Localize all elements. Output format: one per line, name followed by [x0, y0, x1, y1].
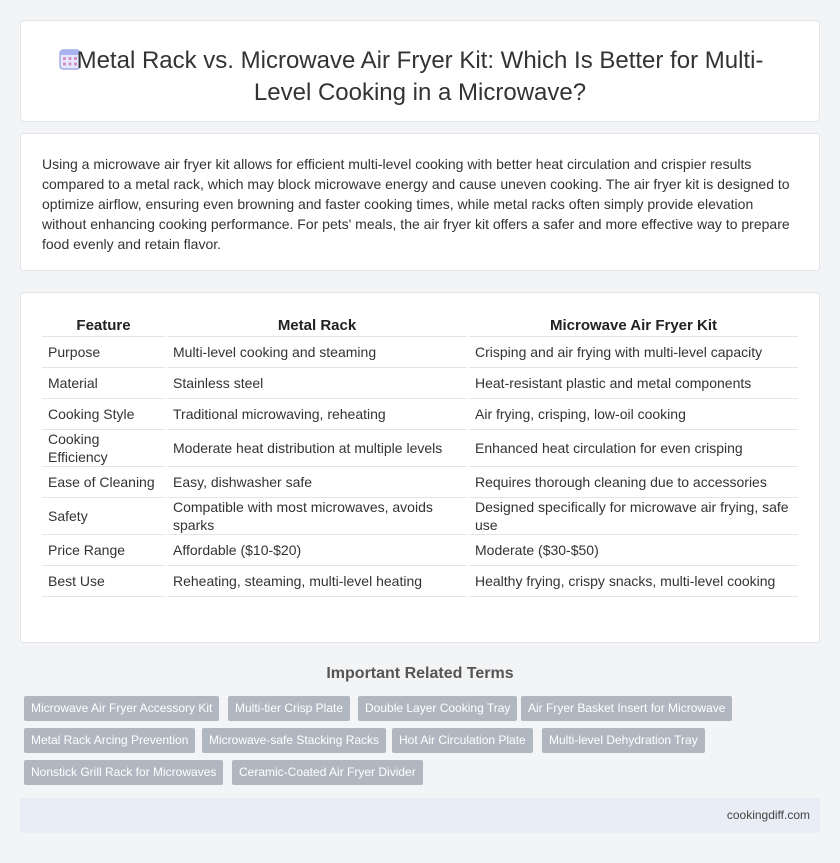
- header-metal-rack: Metal Rack: [166, 316, 468, 336]
- air-fryer-kit-cell: Crisping and air frying with multi-level capacity: [468, 336, 798, 367]
- intro-paragraph: Using a microwave air fryer kit allows for efficient multi-level cooking with better heat circulation and crispier results compared to a metal rack, which may block microwave energy and cause uneven cooking. The air fryer kit is designed to optimize airflow, ensuring even browning and faster cooking times, while metal racks often simply provide elevation without enhancing cooking performance. For pets' meals, the air fryer kit offers a safer and more effective way to prepare food evenly and retain flavor.: [42, 156, 790, 252]
- air-fryer-kit-cell: Moderate ($30-$50): [468, 534, 798, 565]
- comparison-table: [42, 316, 798, 597]
- table-row: [42, 398, 798, 429]
- metal-rack-cell: Traditional microwaving, reheating: [166, 398, 468, 429]
- table-row: [42, 497, 798, 534]
- table-row: [42, 534, 798, 565]
- related-term-tag[interactable]: Air Fryer Basket Insert for Microwave: [521, 696, 732, 721]
- table-row: [42, 429, 798, 466]
- air-fryer-kit-cell: Air frying, crisping, low-oil cooking: [468, 398, 798, 429]
- metal-rack-cell: Easy, dishwasher safe: [166, 466, 468, 497]
- footer-site-link[interactable]: cookingdiff.com: [726, 808, 810, 822]
- table-row: [42, 336, 798, 367]
- related-term-tag[interactable]: Microwave-safe Stacking Racks: [202, 728, 386, 753]
- feature-cell: Price Range: [42, 534, 166, 565]
- related-term-tag[interactable]: Ceramic-Coated Air Fryer Divider: [232, 760, 423, 785]
- air-fryer-kit-cell: Healthy frying, crispy snacks, multi-level cooking: [468, 565, 798, 596]
- feature-cell: Material: [42, 367, 166, 398]
- related-term-tag[interactable]: Multi-tier Crisp Plate: [228, 696, 350, 721]
- feature-cell: Cooking Style: [42, 398, 166, 429]
- table-row: [42, 367, 798, 398]
- header-feature: Feature: [42, 316, 166, 336]
- metal-rack-cell: Affordable ($10-$20): [166, 534, 468, 565]
- feature-cell: Safety: [42, 497, 166, 534]
- table-row: [42, 565, 798, 596]
- metal-rack-cell: Compatible with most microwaves, avoids sparks: [166, 497, 468, 534]
- metal-rack-cell: Moderate heat distribution at multiple levels: [166, 429, 468, 466]
- intro-card: [20, 133, 820, 271]
- related-term-tag[interactable]: Microwave Air Fryer Accessory Kit: [24, 696, 219, 721]
- feature-cell: Cooking Efficiency: [42, 429, 166, 466]
- air-fryer-kit-cell: Requires thorough cleaning due to accessories: [468, 466, 798, 497]
- table-header-row: [42, 316, 798, 336]
- feature-cell: Purpose: [42, 336, 166, 367]
- page-title: Metal Rack vs. Microwave Air Fryer Kit: Which Is Better for Multi-Level Cooking in a Microwave?: [76, 47, 764, 106]
- metal-rack-cell: Multi-level cooking and steaming: [166, 336, 468, 367]
- header-air-fryer-kit: Microwave Air Fryer Kit: [468, 316, 798, 336]
- metal-rack-cell: Reheating, steaming, multi-level heating: [166, 565, 468, 596]
- feature-cell: Best Use: [42, 565, 166, 596]
- related-term-tag[interactable]: Hot Air Circulation Plate: [392, 728, 533, 753]
- comparison-table-card: [20, 292, 820, 643]
- footer: [20, 798, 820, 833]
- related-term-tag[interactable]: Multi-level Dehydration Tray: [542, 728, 705, 753]
- related-term-tag[interactable]: Nonstick Grill Rack for Microwaves: [24, 760, 223, 785]
- air-fryer-kit-cell: Heat-resistant plastic and metal components: [468, 367, 798, 398]
- table-row: [42, 466, 798, 497]
- related-terms-title: Important Related Terms: [326, 665, 514, 682]
- air-fryer-kit-cell: Enhanced heat circulation for even crisping: [468, 429, 798, 466]
- metal-rack-cell: Stainless steel: [166, 367, 468, 398]
- related-term-tag[interactable]: Double Layer Cooking Tray: [358, 696, 517, 721]
- feature-cell: Ease of Cleaning: [42, 466, 166, 497]
- related-term-tag[interactable]: Metal Rack Arcing Prevention: [24, 728, 195, 753]
- title-card: [20, 20, 820, 122]
- air-fryer-kit-cell: Designed specifically for microwave air frying, safe use: [468, 497, 798, 534]
